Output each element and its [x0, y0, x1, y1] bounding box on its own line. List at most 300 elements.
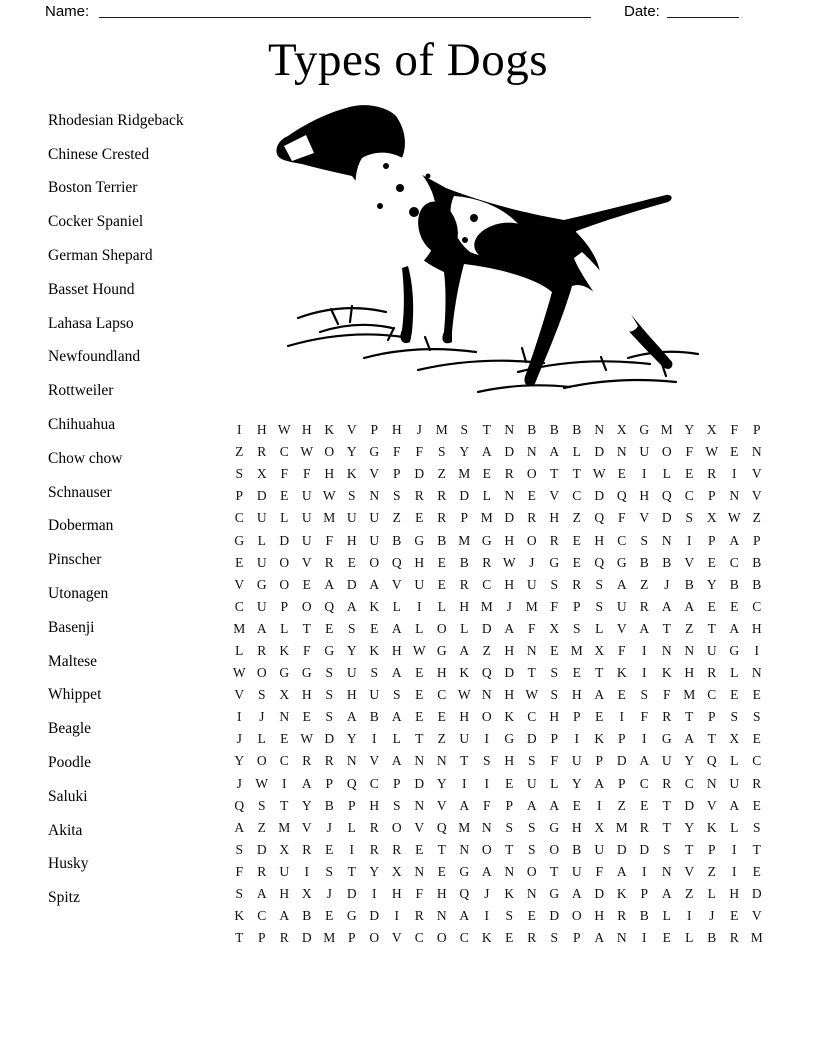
grid-letter: Z — [752, 510, 761, 526]
grid-letter: D — [369, 908, 380, 924]
grid-letter: N — [661, 642, 672, 658]
grid-letter: N — [436, 753, 447, 769]
dog-tail — [564, 195, 672, 232]
grid-letter: R — [707, 665, 717, 681]
grid-letter: U — [571, 753, 582, 769]
grid-letter: G — [346, 908, 357, 924]
grid-letter: A — [504, 620, 515, 636]
grid-letter: P — [707, 532, 716, 548]
dog-spot — [462, 237, 468, 243]
grid-letter: N — [706, 775, 717, 791]
grid-letter: H — [256, 422, 267, 438]
grid-letter: H — [436, 886, 447, 902]
grid-letter: S — [752, 709, 761, 725]
grid-letter: Z — [235, 444, 244, 460]
grid-letter: V — [301, 554, 312, 570]
grid-letter: N — [436, 908, 447, 924]
grid-letter: N — [481, 819, 492, 835]
grid-letter: S — [325, 665, 333, 681]
grid-letter: P — [617, 731, 626, 747]
grid-letter: S — [662, 841, 671, 857]
grid-letter: T — [662, 819, 671, 835]
grid-letter: G — [301, 665, 312, 681]
grid-letter: K — [369, 598, 380, 614]
grid-letter: V — [346, 422, 357, 438]
grid-letter: P — [257, 930, 266, 946]
grid-letter: N — [504, 488, 515, 504]
grid-letter: P — [572, 930, 581, 946]
grid-letter: S — [235, 466, 243, 482]
grid-letter: H — [436, 665, 447, 681]
grid-letter: N — [594, 422, 605, 438]
grid-letter: E — [527, 908, 536, 924]
grid-letter: T — [550, 863, 559, 879]
grid-letter: I — [732, 863, 737, 879]
grid-letter: X — [729, 731, 740, 747]
grid-letter: T — [527, 665, 536, 681]
grid-letter: D — [616, 753, 627, 769]
grid-letter: T — [482, 422, 491, 438]
grid-letter: M — [278, 819, 291, 835]
grid-letter: F — [527, 620, 536, 636]
grid-letter: R — [414, 488, 424, 504]
grid-letter: E — [302, 709, 311, 725]
grid-letter: M — [683, 687, 696, 703]
grid-letter: J — [709, 908, 715, 924]
word-list-item: Rottweiler — [48, 382, 114, 400]
grid-letter: R — [279, 930, 289, 946]
grid-letter: F — [730, 422, 738, 438]
grid-letter: X — [549, 620, 560, 636]
grid-letter: I — [687, 532, 692, 548]
grid-letter: H — [594, 908, 605, 924]
grid-letter: A — [459, 797, 470, 813]
grid-letter: T — [505, 841, 514, 857]
grid-letter: R — [414, 908, 424, 924]
grid-letter: Y — [369, 863, 380, 879]
grid-letter: J — [416, 422, 422, 438]
grid-letter: R — [369, 841, 379, 857]
grid-letter: J — [259, 709, 265, 725]
grid-letter: L — [662, 908, 671, 924]
grid-letter: I — [732, 841, 737, 857]
grid-letter: E — [347, 554, 356, 570]
grid-letter: T — [662, 620, 671, 636]
grid-letter: X — [279, 687, 290, 703]
grid-letter: X — [594, 819, 605, 835]
grid-letter: K — [616, 886, 627, 902]
word-list-item: Spitz — [48, 889, 80, 907]
grid-letter: E — [437, 554, 446, 570]
grid-letter: P — [392, 775, 401, 791]
grid-letter: M — [458, 819, 471, 835]
grid-letter: U — [639, 444, 650, 460]
grid-letter: K — [459, 665, 470, 681]
word-list-item: Lahasa Lapso — [48, 314, 134, 332]
grid-letter: D — [414, 775, 425, 791]
grid-letter: P — [392, 466, 401, 482]
grid-letter: A — [684, 731, 695, 747]
grid-letter: T — [707, 731, 716, 747]
grid-letter: C — [279, 753, 289, 769]
grid-letter: S — [527, 841, 536, 857]
grid-letter: C — [617, 532, 627, 548]
grid-letter: C — [234, 598, 244, 614]
dog-spot — [396, 184, 404, 192]
grid-letter: T — [460, 753, 469, 769]
grid-letter: R — [662, 775, 672, 791]
grid-letter: Q — [391, 554, 402, 570]
grid-letter: Y — [684, 753, 695, 769]
grid-letter: I — [417, 598, 422, 614]
grid-letter: R — [662, 709, 672, 725]
grid-letter: T — [685, 709, 694, 725]
grid-letter: I — [574, 731, 579, 747]
grid-letter: P — [707, 841, 716, 857]
grid-letter: A — [346, 598, 357, 614]
grid-letter: A — [594, 930, 605, 946]
grid-letter: E — [572, 665, 581, 681]
grid-letter: B — [527, 422, 537, 438]
grid-letter: Z — [640, 576, 649, 592]
grid-letter: R — [639, 819, 649, 835]
grid-letter: D — [279, 532, 290, 548]
grid-letter: X — [256, 466, 267, 482]
grid-letter: A — [459, 642, 470, 658]
grid-letter: C — [639, 775, 649, 791]
grid-letter: E — [640, 797, 649, 813]
grid-letter: H — [346, 532, 357, 548]
grid-letter: K — [661, 665, 672, 681]
grid-letter: P — [347, 930, 356, 946]
grid-letter: W — [412, 642, 426, 658]
grid-letter: N — [616, 444, 627, 460]
grid-letter: H — [571, 819, 582, 835]
grid-letter: R — [437, 488, 447, 504]
grid-letter: V — [301, 819, 312, 835]
grid-letter: K — [594, 731, 605, 747]
grid-letter: H — [504, 576, 515, 592]
grid-letter: F — [595, 863, 603, 879]
grid-letter: C — [752, 598, 762, 614]
grid-letter: Y — [346, 444, 357, 460]
grid-letter: A — [256, 886, 267, 902]
grid-letter: E — [752, 863, 761, 879]
grid-letter: A — [391, 620, 402, 636]
grid-letter: W — [300, 731, 314, 747]
grid-letter: H — [751, 620, 762, 636]
grid-letter: A — [369, 576, 380, 592]
grid-letter: E — [437, 576, 446, 592]
grid-letter: I — [394, 908, 399, 924]
grid-letter: Z — [437, 731, 446, 747]
grid-letter: I — [349, 841, 354, 857]
grid-letter: C — [369, 775, 379, 791]
grid-letter: E — [505, 930, 514, 946]
grid-letter: X — [706, 510, 717, 526]
grid-letter: K — [369, 642, 380, 658]
word-list-item: Boston Terrier — [48, 179, 138, 197]
grid-letter: I — [642, 466, 647, 482]
grid-letter: F — [302, 642, 311, 658]
grid-letter: F — [235, 863, 243, 879]
grid-letter: K — [234, 908, 245, 924]
grid-letter: M — [323, 930, 336, 946]
grid-letter: I — [237, 422, 242, 438]
grid-letter: A — [549, 444, 560, 460]
grid-letter: H — [504, 532, 515, 548]
grid-letter: F — [392, 444, 401, 460]
grid-letter: C — [729, 554, 739, 570]
grid-letter: P — [707, 709, 716, 725]
word-list-item: Schnauser — [48, 483, 112, 501]
word-list-item: Rhodesian Ridgeback — [48, 111, 184, 129]
grid-letter: E — [527, 488, 536, 504]
grid-letter: C — [414, 930, 424, 946]
grid-letter: M — [435, 422, 448, 438]
grid-letter: B — [549, 422, 559, 438]
grid-letter: T — [752, 841, 761, 857]
grid-letter: K — [481, 930, 492, 946]
grid-letter: S — [595, 576, 603, 592]
grid-letter: A — [639, 620, 650, 636]
grid-letter: P — [280, 598, 288, 614]
grid-letter: P — [370, 422, 378, 438]
name-blank-line — [99, 0, 591, 18]
date-blank-line — [667, 0, 739, 18]
grid-letter: U — [369, 510, 380, 526]
grid-letter: P — [460, 510, 468, 526]
grid-letter: E — [572, 797, 581, 813]
grid-letter: U — [369, 532, 380, 548]
grid-letter: R — [504, 466, 514, 482]
grid-letter: N — [346, 753, 357, 769]
grid-letter: H — [549, 709, 560, 725]
grid-letter: R — [617, 908, 627, 924]
grid-letter: E — [730, 687, 739, 703]
grid-letter: A — [571, 886, 582, 902]
grid-letter: E — [572, 532, 581, 548]
grid-letter: P — [235, 488, 243, 504]
grid-letter: H — [324, 466, 335, 482]
word-list-item: Beagle — [48, 720, 92, 738]
grid-letter: Z — [257, 819, 266, 835]
grid-letter: B — [392, 532, 402, 548]
grid-letter: Q — [661, 488, 672, 504]
grid-letter: A — [346, 709, 357, 725]
grid-letter: L — [685, 930, 694, 946]
grid-letter: E — [325, 908, 334, 924]
grid-letter: C — [527, 709, 537, 725]
grid-letter: N — [504, 422, 515, 438]
grid-letter: D — [661, 510, 672, 526]
grid-letter: C — [684, 775, 694, 791]
grid-letter: W — [277, 422, 291, 438]
grid-letter: E — [482, 466, 491, 482]
grid-letter: C — [752, 753, 762, 769]
grid-letter: Y — [436, 775, 447, 791]
grid-letter: D — [504, 444, 515, 460]
grid-letter: O — [279, 576, 290, 592]
grid-letter: E — [730, 908, 739, 924]
grid-letter: A — [729, 620, 740, 636]
grid-letter: U — [346, 665, 357, 681]
grid-letter: D — [504, 665, 515, 681]
grid-letter: H — [301, 687, 312, 703]
grid-letter: N — [279, 709, 290, 725]
grid-letter: A — [481, 444, 492, 460]
grid-letter: S — [550, 687, 558, 703]
grid-letter: E — [617, 687, 626, 703]
grid-letter: U — [729, 775, 740, 791]
grid-letter: X — [706, 422, 717, 438]
grid-letter: B — [684, 576, 694, 592]
grid-letter: U — [661, 753, 672, 769]
grid-letter: I — [687, 908, 692, 924]
grid-letter: V — [369, 753, 380, 769]
grid-letter: L — [730, 753, 739, 769]
grid-letter: D — [346, 886, 357, 902]
grid-letter: Z — [572, 510, 581, 526]
grid-letter: A — [661, 598, 672, 614]
grid-letter: T — [572, 466, 581, 482]
grid-letter: K — [706, 819, 717, 835]
grid-letter: I — [462, 775, 467, 791]
word-list-item: Akita — [48, 821, 83, 839]
grid-letter: G — [549, 819, 560, 835]
grid-letter: K — [616, 665, 627, 681]
grid-letter: N — [504, 863, 515, 879]
grid-letter: T — [685, 841, 694, 857]
grid-letter: N — [414, 863, 425, 879]
grid-letter: B — [752, 576, 762, 592]
grid-letter: P — [707, 488, 716, 504]
grid-letter: E — [415, 665, 424, 681]
grid-letter: R — [369, 819, 379, 835]
grid-letter: R — [459, 576, 469, 592]
grid-letter: S — [392, 797, 401, 813]
grid-letter: E — [752, 731, 761, 747]
grid-letter: L — [595, 620, 604, 636]
grid-letter: N — [526, 886, 537, 902]
grid-letter: T — [437, 841, 446, 857]
grid-letter: G — [324, 642, 335, 658]
grid-letter: L — [235, 642, 244, 658]
grid-letter: A — [616, 576, 627, 592]
grid-letter: H — [391, 642, 402, 658]
grid-letter: O — [571, 908, 582, 924]
grid-letter: R — [729, 930, 739, 946]
grid-letter: C — [459, 930, 469, 946]
grid-letter: O — [391, 819, 402, 835]
grid-letter: U — [706, 642, 717, 658]
grid-letter: E — [550, 642, 559, 658]
grid-letter: F — [415, 444, 423, 460]
grid-letter: P — [572, 709, 581, 725]
grid-letter: D — [526, 731, 537, 747]
grid-letter: E — [302, 576, 311, 592]
grid-letter: B — [752, 554, 762, 570]
word-list-item: Husky — [48, 855, 89, 873]
grid-letter: U — [279, 863, 290, 879]
grid-letter: R — [257, 863, 267, 879]
grid-letter: Z — [482, 642, 491, 658]
grid-letter: S — [527, 819, 536, 835]
grid-letter: G — [234, 532, 245, 548]
grid-letter: W — [525, 687, 539, 703]
grid-letter: T — [280, 797, 289, 813]
grid-letter: W — [322, 488, 336, 504]
grid-letter: Z — [685, 886, 694, 902]
grid-letter: O — [436, 620, 447, 636]
grid-letter: D — [751, 886, 762, 902]
grid-letter: V — [234, 576, 245, 592]
grid-letter: F — [415, 886, 423, 902]
grid-letter: I — [642, 665, 647, 681]
grid-letter: G — [549, 886, 560, 902]
grid-letter: X — [391, 863, 402, 879]
grid-letter: M — [660, 422, 673, 438]
grid-letter: I — [484, 775, 489, 791]
grid-letter: U — [526, 775, 537, 791]
grid-letter: R — [324, 753, 334, 769]
grid-letter: M — [615, 819, 628, 835]
grid-letter: E — [707, 554, 716, 570]
grid-letter: W — [300, 444, 314, 460]
grid-letter: S — [550, 576, 558, 592]
grid-letter: U — [594, 841, 605, 857]
grid-letter: F — [280, 466, 288, 482]
word-search-grid — [228, 419, 768, 949]
grid-letter: H — [459, 709, 470, 725]
grid-letter: G — [639, 422, 650, 438]
grid-letter: S — [685, 510, 693, 526]
grid-letter: Q — [234, 797, 245, 813]
grid-letter: H — [594, 532, 605, 548]
grid-letter: R — [392, 841, 402, 857]
grid-letter: Y — [346, 731, 357, 747]
grid-letter: O — [526, 466, 537, 482]
grid-letter: O — [661, 444, 672, 460]
grid-letter: R — [257, 444, 267, 460]
grid-letter: M — [750, 930, 763, 946]
grid-letter: F — [685, 444, 693, 460]
grid-letter: I — [642, 930, 647, 946]
grid-letter: R — [482, 554, 492, 570]
grid-letter: Q — [481, 665, 492, 681]
grid-letter: S — [482, 753, 491, 769]
grid-letter: O — [481, 841, 492, 857]
grid-letter: G — [504, 731, 515, 747]
grid-letter: A — [391, 665, 402, 681]
grid-letter: T — [662, 797, 671, 813]
grid-letter: H — [729, 886, 740, 902]
grid-letter: N — [616, 930, 627, 946]
grid-letter: J — [664, 576, 670, 592]
grid-letter: F — [325, 532, 333, 548]
grid-letter: S — [437, 444, 446, 460]
grid-letter: R — [527, 510, 537, 526]
grid-letter: E — [662, 930, 671, 946]
grid-letter: Y — [301, 797, 312, 813]
grid-letter: C — [257, 908, 267, 924]
grid-letter: G — [459, 863, 470, 879]
grid-letter: T — [595, 665, 604, 681]
grid-letter: I — [372, 886, 377, 902]
grid-letter: V — [369, 466, 380, 482]
grid-letter: I — [619, 709, 624, 725]
grid-letter: H — [346, 687, 357, 703]
